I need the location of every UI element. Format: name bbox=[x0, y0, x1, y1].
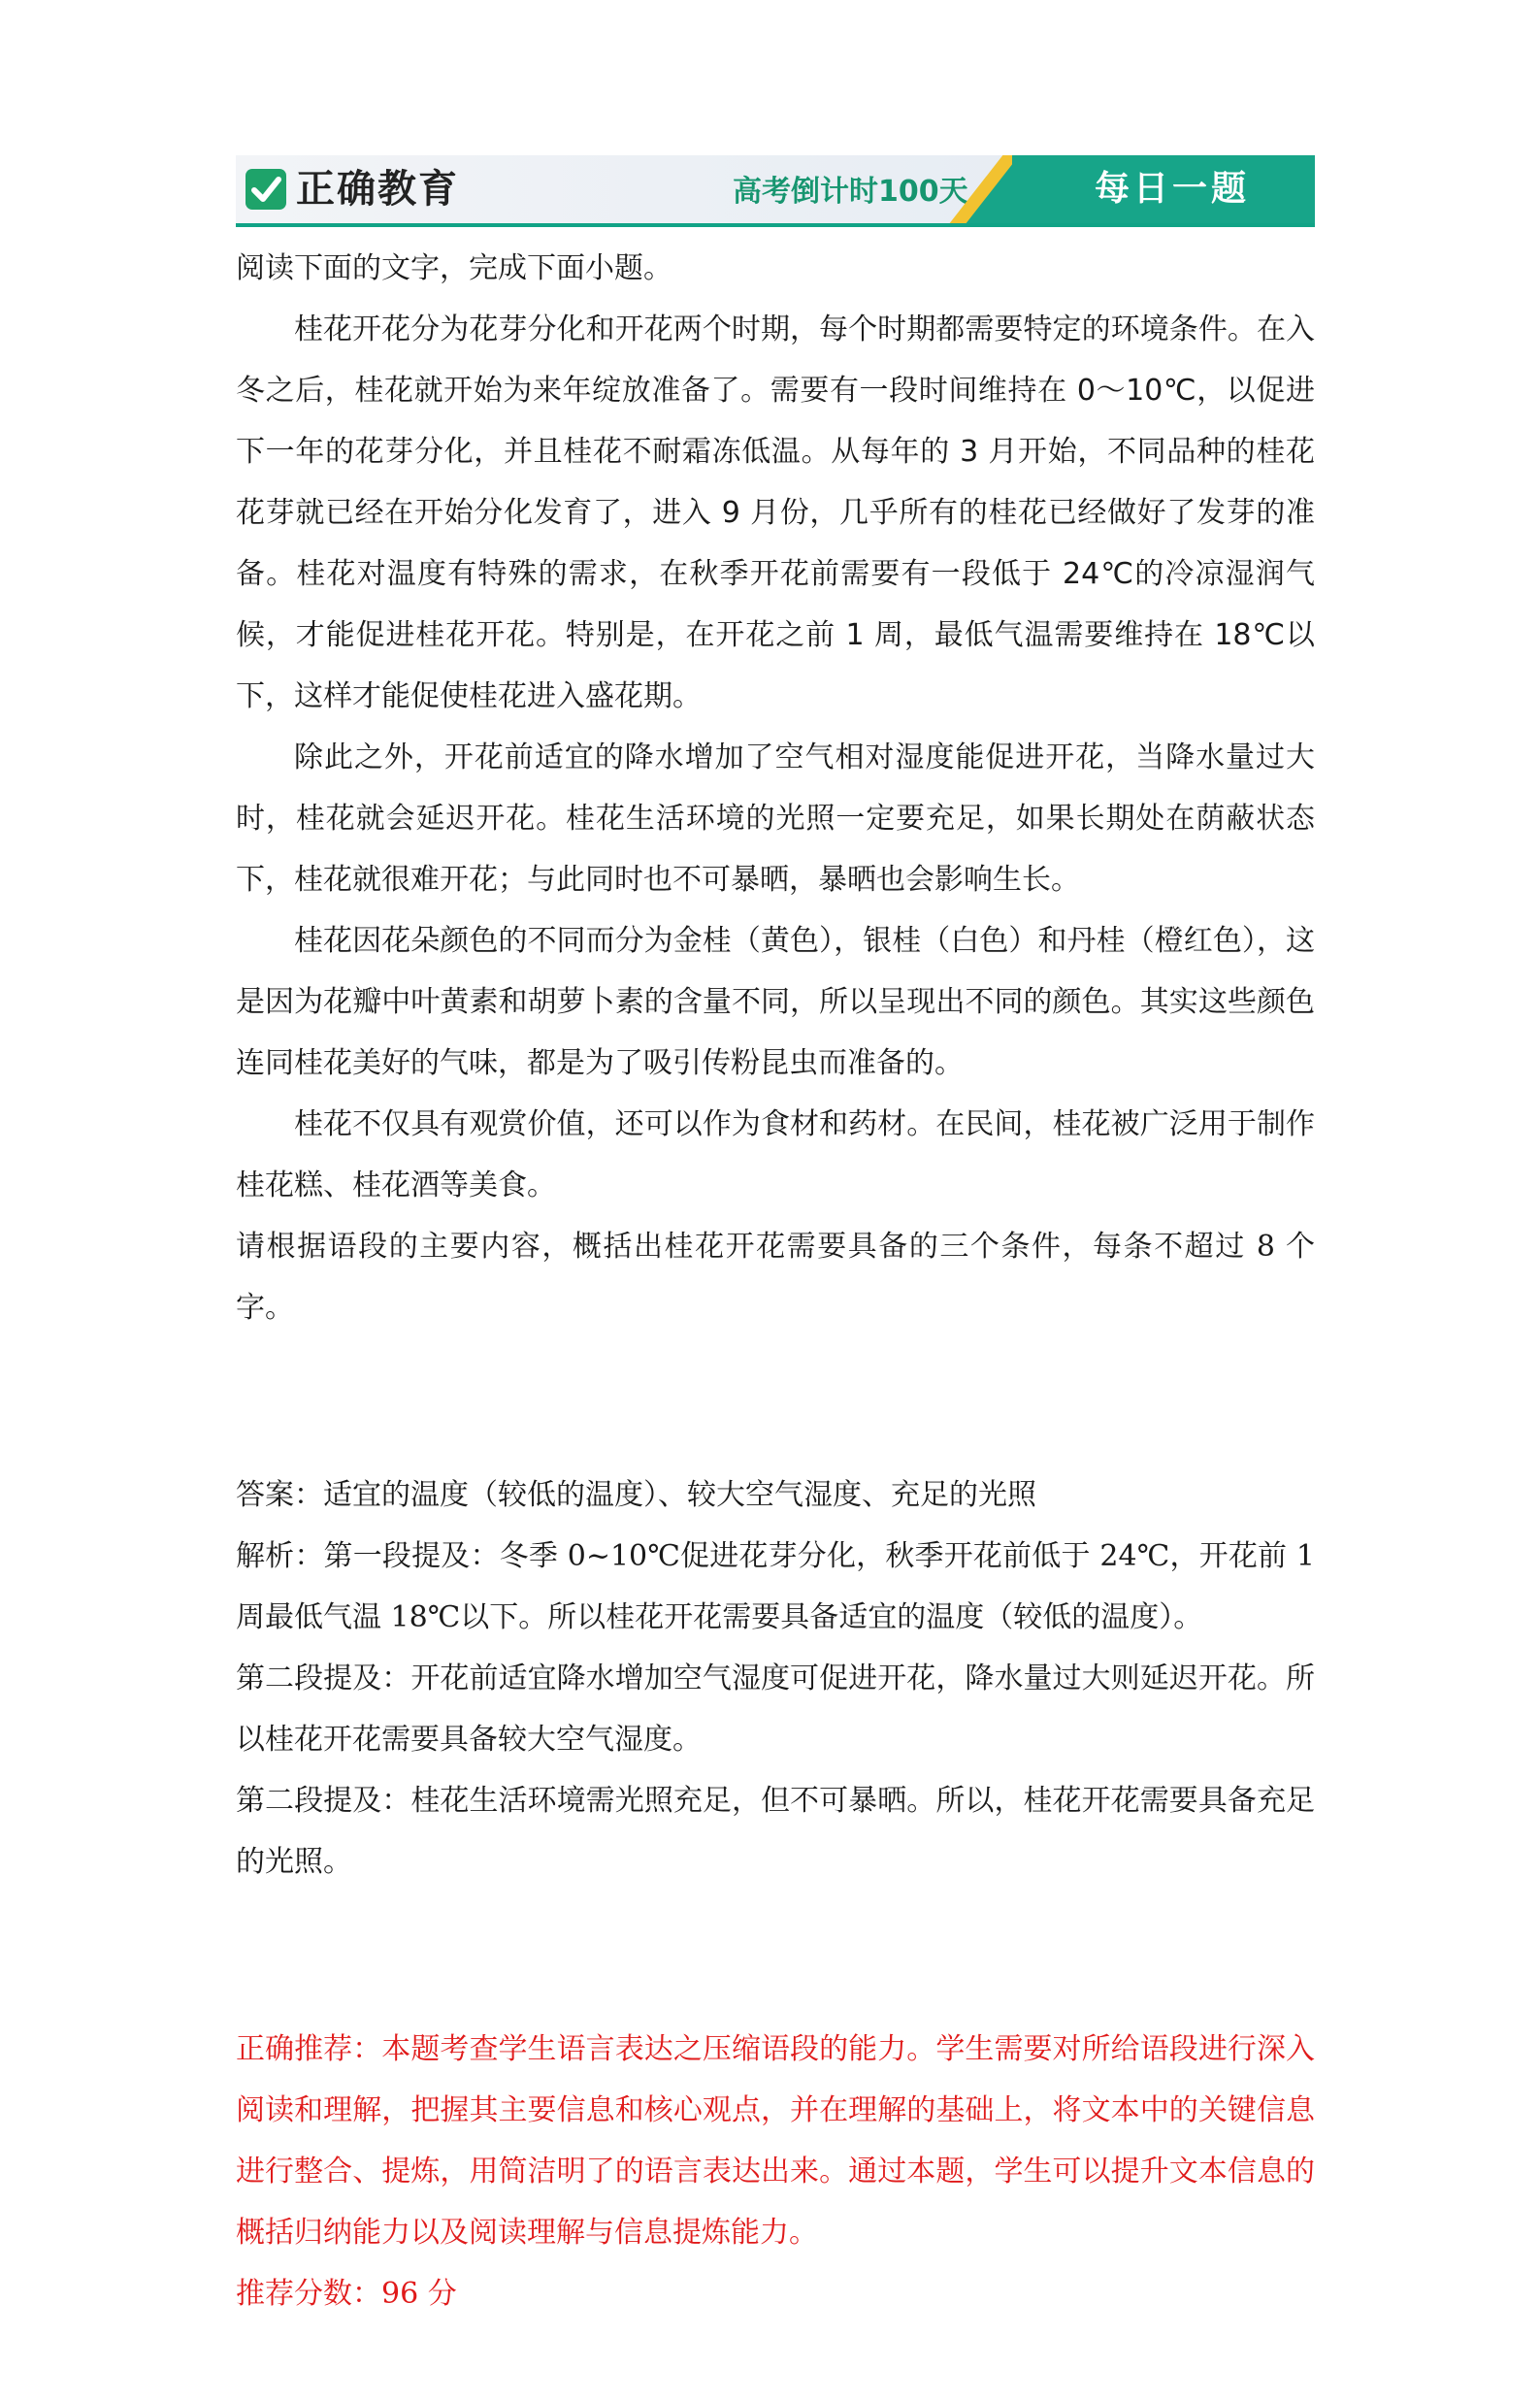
passage-paragraph-4: 桂花不仅具有观赏价值，还可以作为食材和药材。在民间，桂花被广泛用于制作桂花糕、桂花酒等美食。 bbox=[236, 1107, 1315, 1202]
daily-question-label: 每日一题 bbox=[1095, 169, 1251, 209]
instruction: 阅读下面的文字，完成下面小题。 bbox=[236, 251, 672, 285]
spacer bbox=[236, 1338, 1315, 1464]
answer: 答案：适宜的温度（较低的温度）、较大空气湿度、充足的光照 bbox=[236, 1478, 1036, 1512]
passage-paragraph-1: 桂花开花分为花芽分化和开花两个时期，每个时期都需要特定的环境条件。在入冬之后，桂花就开始为来年绽放准备了。需要有一段时间维持在 0～10℃，以促进下一年的花芽分化，并且桂花不耐霜冻低温。从每年的 3 月开始，不同品种的桂花花芽就已经在开始分化发育了，进入 9 月份，几乎所有的桂花已经做好了发芽的准备。桂花对温度有特殊的需求，在秋季开花前需要有一段低于 24℃的冷凉湿润气候，才能促进桂花开花。特别是，在开花之前 1 周，最低气温需要维持在 18℃以下，这样才能促使桂花进入盛花期。 bbox=[236, 313, 1315, 713]
document-body bbox=[236, 238, 1315, 2324]
question: 请根据语段的主要内容，概括出桂花开花需要具备的三个条件，每条不超过 8 个字。 bbox=[236, 1230, 1315, 1325]
passage-paragraph-3: 桂花因花朵颜色的不同而分为金桂（黄色），银桂（白色）和丹桂（橙红色），这是因为花瓣中叶黄素和胡萝卜素的含量不同，所以呈现出不同的颜色。其实这些颜色连同桂花美好的气味，都是为了吸引传粉昆虫而准备的。 bbox=[236, 924, 1315, 1080]
recommendation: 正确推荐：本题考查学生语言表达之压缩语段的能力。学生需要对所给语段进行深入阅读和理解，把握其主要信息和核心观点，并在理解的基础上，将文本中的关键信息进行整合、提炼，用简洁明了的语言表达出来。通过本题，学生可以提升文本信息的概括归纳能力以及阅读理解与信息提炼能力。 bbox=[236, 2032, 1315, 2250]
recommended-score: 推荐分数：96 分 bbox=[236, 2277, 457, 2311]
analysis-paragraph-1: 解析：第一段提及：冬季 0~10℃促进花芽分化，秋季开花前低于 24℃，开花前 1 周最低气温 18℃以下。所以桂花开花需要具备适宜的温度（较低的温度）。 bbox=[236, 1539, 1315, 1634]
brand-name: 正确教育 bbox=[296, 167, 459, 212]
header-banner bbox=[236, 155, 1315, 227]
analysis-paragraph-3: 第二段提及：桂花生活环境需光照充足，但不可暴晒。所以，桂花开花需要具备充足的光照。 bbox=[236, 1784, 1315, 1879]
checkmark-icon bbox=[246, 169, 286, 210]
countdown-label: 高考倒计时100天 bbox=[733, 175, 968, 209]
spacer bbox=[236, 1892, 1315, 2019]
passage-paragraph-2: 除此之外，开花前适宜的降水增加了空气相对湿度能促进开花，当降水量过大时，桂花就会延迟开花。桂花生活环境的光照一定要充足，如果长期处在荫蔽状态下，桂花就很难开花；与此同时也不可暴晒，暴晒也会影响生长。 bbox=[236, 740, 1315, 897]
analysis-paragraph-2: 第二段提及：开花前适宜降水增加空气湿度可促进开花，降水量过大则延迟开花。所以桂花开花需要具备较大空气湿度。 bbox=[236, 1662, 1315, 1757]
